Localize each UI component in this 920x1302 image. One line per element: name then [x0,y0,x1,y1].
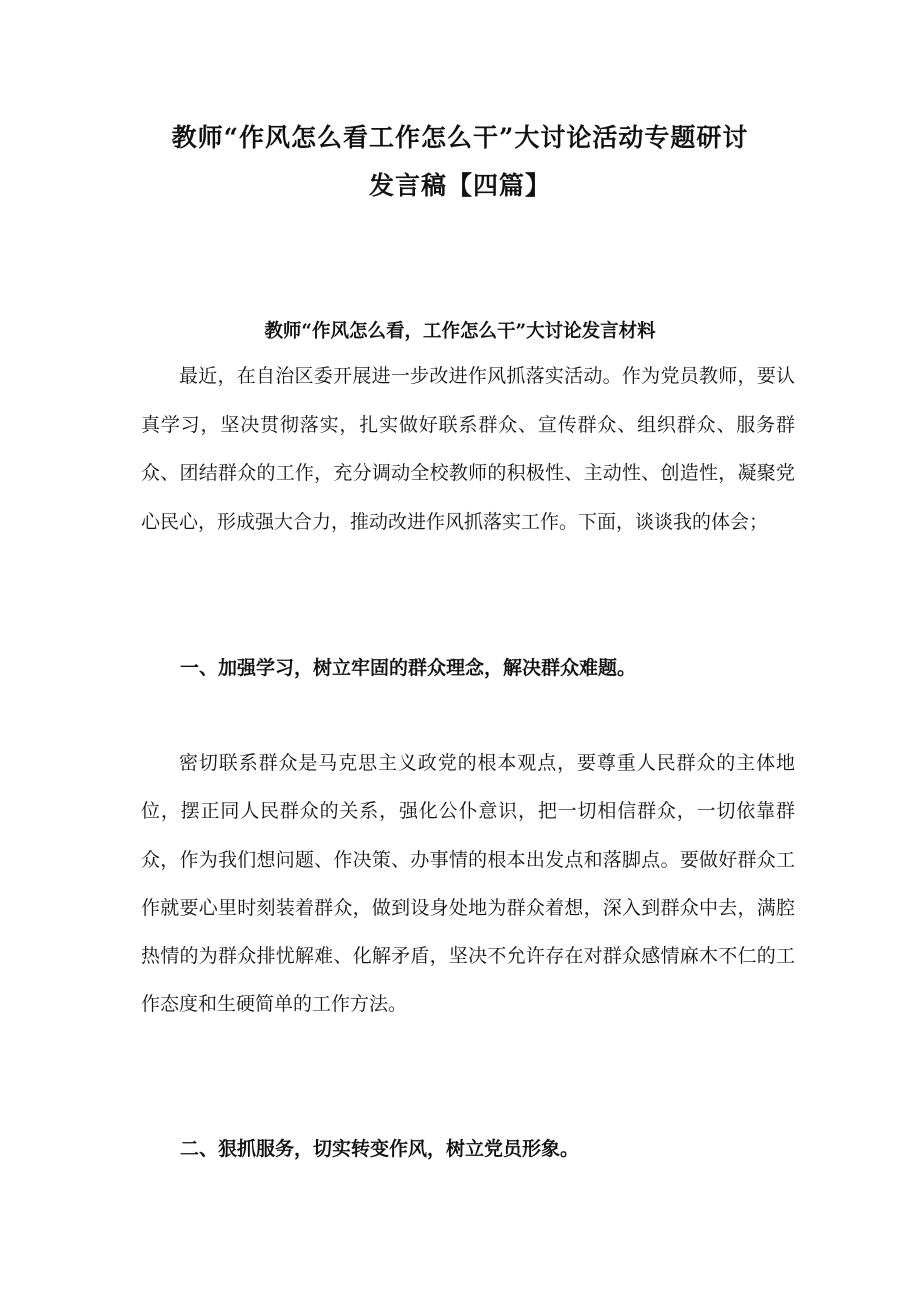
section-heading-2: 二、狠抓服务，切实转变作风，树立党员形象。 [180,1138,580,1160]
paragraph-body-1: 密切联系群众是马克思主义政党的根本观点，要尊重人民群众的主体地位，摆正同人民群众的关系，强化公仆意识，把一切相信群众，一切依靠群众，作为我们想问题、作决策、办事情的根本出发点和落脚点。要做好群众工作就要心里时刻装着群众，做到设身处地为群众着想，深入到群众中去，满腔热情的为群众排忧解难、化解矛盾，坚决不允许存在对群众感情麻木不仁的工作态度和生硬简单的工作方法。 [141,752,795,1016]
section-heading-1: 一、加强学习，树立牢固的群众理念，解决群众难题。 [180,657,637,679]
paragraph-intro: 最近，在自治区委开展进一步改进作风抓落实活动。作为党员教师，要认真学习，坚决贯彻落实，扎实做好联系群众、宣传群众、组织群众、服务群众、团结群众的工作，充分调动全校教师的积极性、主动性、创造性，凝聚党心民心，形成强大合力，推动改进作风抓落实工作。下面，谈谈我的体会； [141,365,795,533]
section-subtitle: 教师“作风怎么看，工作怎么干”大讨论发言材料 [264,321,656,342]
document-title-line2: 发言稿【四篇】 [368,171,551,200]
document-title-line1: 教师“作风怎么看工作怎么干”大讨论活动专题研讨 [171,123,749,152]
